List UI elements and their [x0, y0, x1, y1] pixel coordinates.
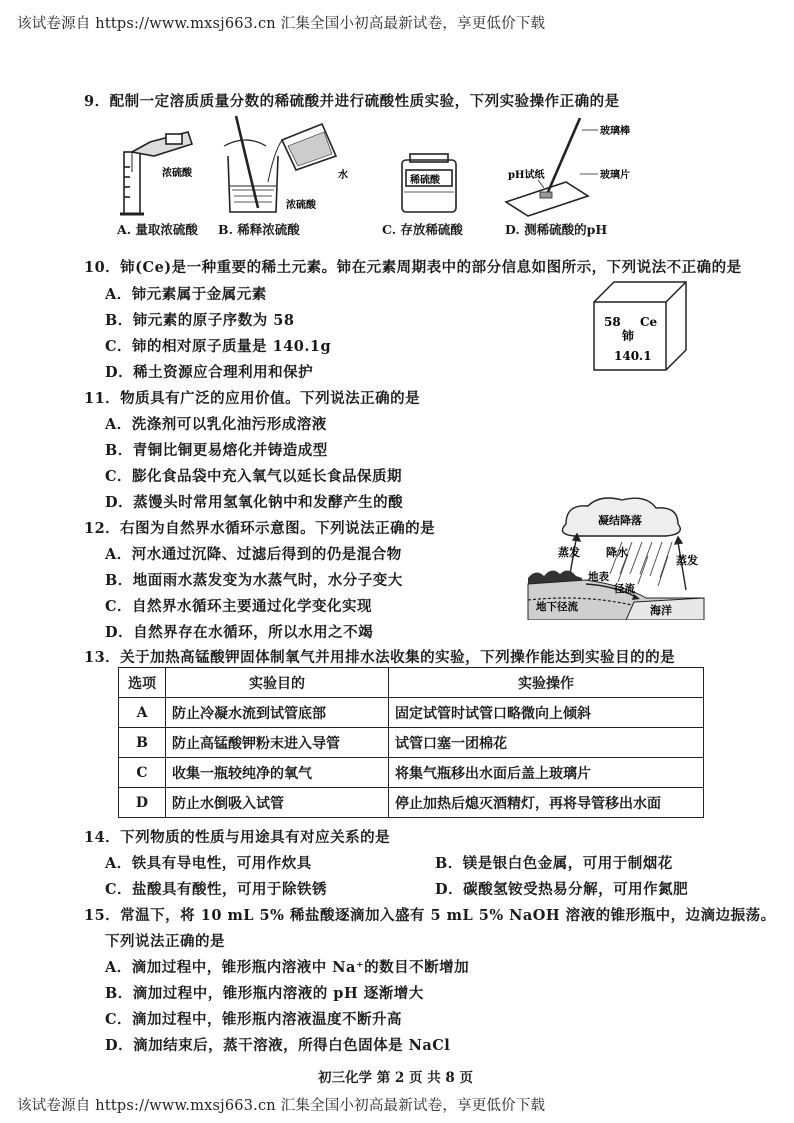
table-cell: 停止加热后熄灭酒精灯，再将导管移出水面: [389, 788, 704, 818]
q10-option-b: B．铈元素的原子序数为 58: [105, 312, 295, 329]
question-10-stem: 10．铈(Ce)是一种重要的稀土元素。铈在元素周期表中的部分信息如图所示，下列说法不正确的是: [84, 259, 742, 276]
table-header-row: [119, 668, 704, 698]
wc-label-ground: 地下径流: [536, 601, 578, 613]
table-cell: B: [119, 728, 166, 758]
wc-label-cloud: 凝结降落: [598, 514, 642, 527]
wc-label-rain: 降水: [606, 546, 628, 559]
question-15-stem: 15．常温下，将 10 mL 5% 稀盐酸逐滴加入盛有 5 mL 5% NaOH 溶液的锥形瓶中，边滴边振荡。: [84, 907, 776, 924]
wc-label-runoff-2: 径流: [614, 583, 635, 595]
table-cell: 收集一瓶较纯净的氧气: [166, 758, 389, 788]
element-mass: 140.1: [614, 349, 652, 363]
table-cell: 防止高锰酸钾粉末进入导管: [166, 728, 389, 758]
q15-option-c: C．滴加过程中，锥形瓶内溶液温度不断升高: [105, 1011, 403, 1028]
q14-option-c: C．盐酸具有酸性，可用于除铁锈: [105, 881, 328, 898]
q12-option-d: D．自然界存在水循环，所以水用之不竭: [105, 624, 374, 641]
q9-option-a: A. 量取浓硫酸: [117, 222, 198, 237]
q9-label-rod: 玻璃棒: [600, 126, 630, 137]
element-name: 铈: [622, 329, 635, 343]
question-13-stem: 13．关于加热高锰酸钾固体制氧气并用排水法收集的实验，下列操作能达到实验目的的是: [84, 649, 676, 666]
q9-label-bottle: 稀硫酸: [410, 175, 440, 186]
wc-label-ocean: 海洋: [650, 604, 672, 617]
q11-option-d: D．蒸馒头时常用氢氧化钠中和发酵产生的酸: [105, 494, 404, 511]
wc-label-evap-right: 蒸发: [676, 554, 698, 567]
q10-option-d: D．稀土资源应合理利用和保护: [105, 364, 314, 381]
wc-label-evap-left: 蒸发: [558, 546, 580, 559]
q9-option-d: D. 测稀硫酸的pH: [505, 222, 608, 237]
dilution-beaker-drawing: [224, 116, 336, 212]
source-banner-top: 该试卷源自 https://www.mxsj663.cn 汇集全国小初高最新试卷，享更低价下载: [17, 16, 546, 32]
q12-option-c: C．自然界水循环主要通过化学变化实现: [105, 598, 373, 615]
q9-label-paper: pH试纸: [508, 170, 545, 181]
table-cell: D: [119, 788, 166, 818]
table-row: [119, 728, 704, 758]
table-header: 选项: [119, 668, 166, 698]
q15-option-a: A．滴加过程中，锥形瓶内溶液中 Na⁺的数目不断增加: [105, 959, 470, 976]
table-header: 实验操作: [389, 668, 704, 698]
table-cell: 防止水倒吸入试管: [166, 788, 389, 818]
q9-label-conc2: 浓硫酸: [286, 200, 316, 211]
experiment-table: [118, 667, 704, 818]
question-9-stem: 9．配制一定溶质质量分数的稀硫酸并进行硫酸性质实验，下列实验操作正确的是: [84, 93, 620, 110]
q10-option-a: A．铈元素属于金属元素: [105, 286, 267, 303]
source-banner-bottom: 该试卷源自 https://www.mxsj663.cn 汇集全国小初高最新试卷，享更低价下载: [17, 1098, 546, 1114]
q12-option-a: A．河水通过沉降、过滤后得到的仍是混合物: [105, 546, 402, 563]
q9-label-conc1: 浓硫酸: [162, 168, 192, 179]
table-row: [119, 698, 704, 728]
q12-option-b: B．地面雨水蒸发变为水蒸气时，水分子变大: [105, 572, 403, 589]
table-cell: 将集气瓶移出水面后盖上玻璃片: [389, 758, 704, 788]
question-11-stem: 11．物质具有广泛的应用价值。下列说法正确的是: [84, 390, 421, 407]
page-footer: 初三化学 第 2 页 共 8 页: [318, 1070, 473, 1086]
table-cell: 固定试管时试管口略微向上倾斜: [389, 698, 704, 728]
q9-label-water: 水: [338, 170, 348, 181]
q14-option-a: A．铁具有导电性，可用作炊具: [105, 855, 312, 872]
table-cell: C: [119, 758, 166, 788]
q9-option-c: C. 存放稀硫酸: [382, 222, 463, 237]
q9-apparatus-figure: [110, 112, 670, 224]
table-cell: 防止冷凝水流到试管底部: [166, 698, 389, 728]
element-number: 58: [604, 315, 621, 329]
table-header: 实验目的: [166, 668, 389, 698]
wc-label-runoff-1: 地表: [588, 571, 609, 583]
question-12-stem: 12．右图为自然界水循环示意图。下列说法正确的是: [84, 520, 436, 537]
q9-label-slide: 玻璃片: [600, 170, 630, 181]
water-cycle-figure: [526, 494, 706, 620]
q11-option-c: C．膨化食品袋中充入氧气以延长食品保质期: [105, 468, 403, 485]
table-row: [119, 758, 704, 788]
table-cell: 试管口塞一团棉花: [389, 728, 704, 758]
q11-option-b: B．青铜比铜更易熔化并铸造成型: [105, 442, 328, 459]
question-14-stem: 14．下列物质的性质与用途具有对应关系的是: [84, 829, 391, 846]
q9-option-b: B. 稀释浓硫酸: [218, 222, 300, 237]
q10-option-c: C．铈的相对原子质量是 140.1g: [105, 338, 332, 355]
table-cell: A: [119, 698, 166, 728]
question-15-stem-2: 下列说法正确的是: [105, 933, 225, 950]
element-symbol: Ce: [640, 315, 658, 329]
table-row: [119, 788, 704, 818]
q14-option-d: D．碳酸氢铵受热易分解，可用作氮肥: [435, 881, 689, 898]
ph-test-drawing: [506, 118, 598, 216]
q14-option-b: B．镁是银白色金属，可用于制烟花: [435, 855, 673, 872]
q15-option-b: B．滴加过程中，锥形瓶内溶液的 pH 逐渐增大: [105, 985, 424, 1002]
q11-option-a: A．洗涤剂可以乳化油污形成溶液: [105, 416, 327, 433]
element-tile-cerium: [590, 278, 690, 372]
q15-option-d: D．滴加结束后，蒸干溶液，所得白色固体是 NaCl: [105, 1037, 451, 1054]
